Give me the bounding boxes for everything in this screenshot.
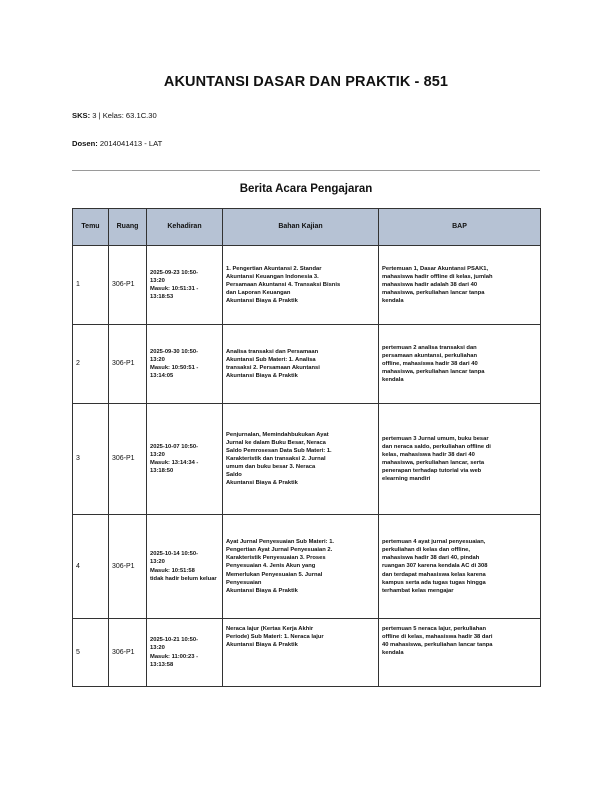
cell-ruang: 306-P1 xyxy=(109,515,147,619)
cell-kehadiran: 2025-10-21 10:50- 13:20 Masuk: 11:00:23 - 13:13:58 xyxy=(147,619,223,687)
dosen-value: 2014041413 - LAT xyxy=(99,139,163,148)
document-title: AKUNTANSI DASAR DAN PRAKTIK - 851 xyxy=(163,74,449,90)
cell-temu: 1 xyxy=(73,246,109,325)
cell-temu: 5 xyxy=(73,619,109,687)
sks-label: SKS: xyxy=(72,111,91,120)
bap-table xyxy=(72,208,541,687)
cell-ruang: 306-P1 xyxy=(109,325,147,404)
cell-bap: pertemuan 3 Jurnal umum, buku besar dan neraca saldo, perkuliahan offline di kelas, mahasiswa hadir 38 dari 40 mahasiswa, perkuliahan lancar, serta penerapan terhadap tutorial via web elearning mandiri xyxy=(379,404,541,515)
section-title: Berita Acara Pengajaran xyxy=(239,183,373,195)
cell-bahan-kajian: Analisa transaksi dan Persamaan Akuntansi Sub Materi: 1. Analisa transaksi 2. Persamaan Akuntansi Akuntansi Biaya & Praktik xyxy=(223,325,379,404)
cell-ruang: 306-P1 xyxy=(109,404,147,515)
cell-bahan-kajian: 1. Pengertian Akuntansi 2. Standar Akuntansi Keuangan Indonesia 3. Persamaan Akuntansi 4. Transaksi Bisnis dan Laporan Keuangan Akuntansi Biaya & Praktik xyxy=(223,246,379,325)
header-bahan-kajian: Bahan Kajian xyxy=(223,209,379,246)
cell-bap: Pertemuan 1, Dasar Akuntansi PSAK1, mahasiswa hadir offline di kelas, jumlah mahasiswa hadir adalah 38 dari 40 mahasiswa, perkuliahan lancar tanpa kendala xyxy=(379,246,541,325)
header-bap: BAP xyxy=(379,209,541,246)
cell-bap: pertemuan 5 neraca lajur, perkuliahan offline di kelas, mahasiswa hadir 38 dari 40 mahasiswa, perkuliahan lancar tanpa kendala xyxy=(379,619,541,687)
divider xyxy=(72,170,540,171)
cell-kehadiran: 2025-10-07 10:50- 13:20 Masuk: 13:14:34 - 13:18:50 xyxy=(147,404,223,515)
cell-temu: 3 xyxy=(73,404,109,515)
sks-value: 3 | Kelas: 63.1C.30 xyxy=(92,111,157,120)
header-kehadiran: Kehadiran xyxy=(147,209,223,246)
dosen-line xyxy=(72,139,162,148)
table-header-row xyxy=(73,209,541,246)
table-row xyxy=(73,515,541,619)
sks-line xyxy=(72,111,157,120)
cell-bahan-kajian: Penjurnalan, Memindahbukukan Ayat Jurnal ke dalam Buku Besar, Neraca Saldo Pemrosesan Data Sub Materi: 1. Karakteristik dan transaksi 2. Jurnal umum dan buku besar 3. Neraca Saldo Akuntansi Biaya & Praktik xyxy=(223,404,379,515)
header-temu: Temu xyxy=(73,209,109,246)
header-ruang: Ruang xyxy=(109,209,147,246)
cell-temu: 4 xyxy=(73,515,109,619)
cell-kehadiran: 2025-09-23 10:50- 13:20 Masuk: 10:51:31 - 13:18:53 xyxy=(147,246,223,325)
cell-bahan-kajian: Ayat Jurnal Penyesuaian Sub Materi: 1. Pengertian Ayat Jurnal Penyesuaian 2. Karakteristik Penyesuaian 3. Proses Penyesuaian 4. Jenis Akun yang Memerlukan Penyesuaian 5. Jurnal Penyesuaian Akuntansi Biaya & Praktik xyxy=(223,515,379,619)
table-row xyxy=(73,325,541,404)
table-row xyxy=(73,619,541,687)
cell-bap: pertemuan 2 analisa transaksi dan persamaan akuntansi, perkuliahan offline, mahasiswa hadir 38 dari 40 mahasiswa, perkuliahan lancar tanpa kendala xyxy=(379,325,541,404)
table-row xyxy=(73,404,541,515)
cell-ruang: 306-P1 xyxy=(109,619,147,687)
cell-bap: pertemuan 4 ayat jurnal penyesuaian, perkuliahan di kelas dan offline, mahasiswa hadir 38 dari 40, pindah ruangan 307 karena kendala AC di 308 dan terdapat mahasiswa kelas karena kampus serta ada tugas tugas hingga terhambat kelas mengajar xyxy=(379,515,541,619)
cell-bahan-kajian: Neraca lajur (Kertas Kerja Akhir Periode) Sub Materi: 1. Neraca lajur Akuntansi Biaya & Praktik xyxy=(223,619,379,687)
cell-kehadiran: 2025-10-14 10:50- 13:20 Masuk: 10:51:58 tidak hadir belum keluar xyxy=(147,515,223,619)
table-row xyxy=(73,246,541,325)
cell-temu: 2 xyxy=(73,325,109,404)
dosen-label: Dosen: xyxy=(72,139,98,148)
cell-ruang: 306-P1 xyxy=(109,246,147,325)
cell-kehadiran: 2025-09-30 10:50- 13:20 Masuk: 10:50:51 - 13:14:05 xyxy=(147,325,223,404)
